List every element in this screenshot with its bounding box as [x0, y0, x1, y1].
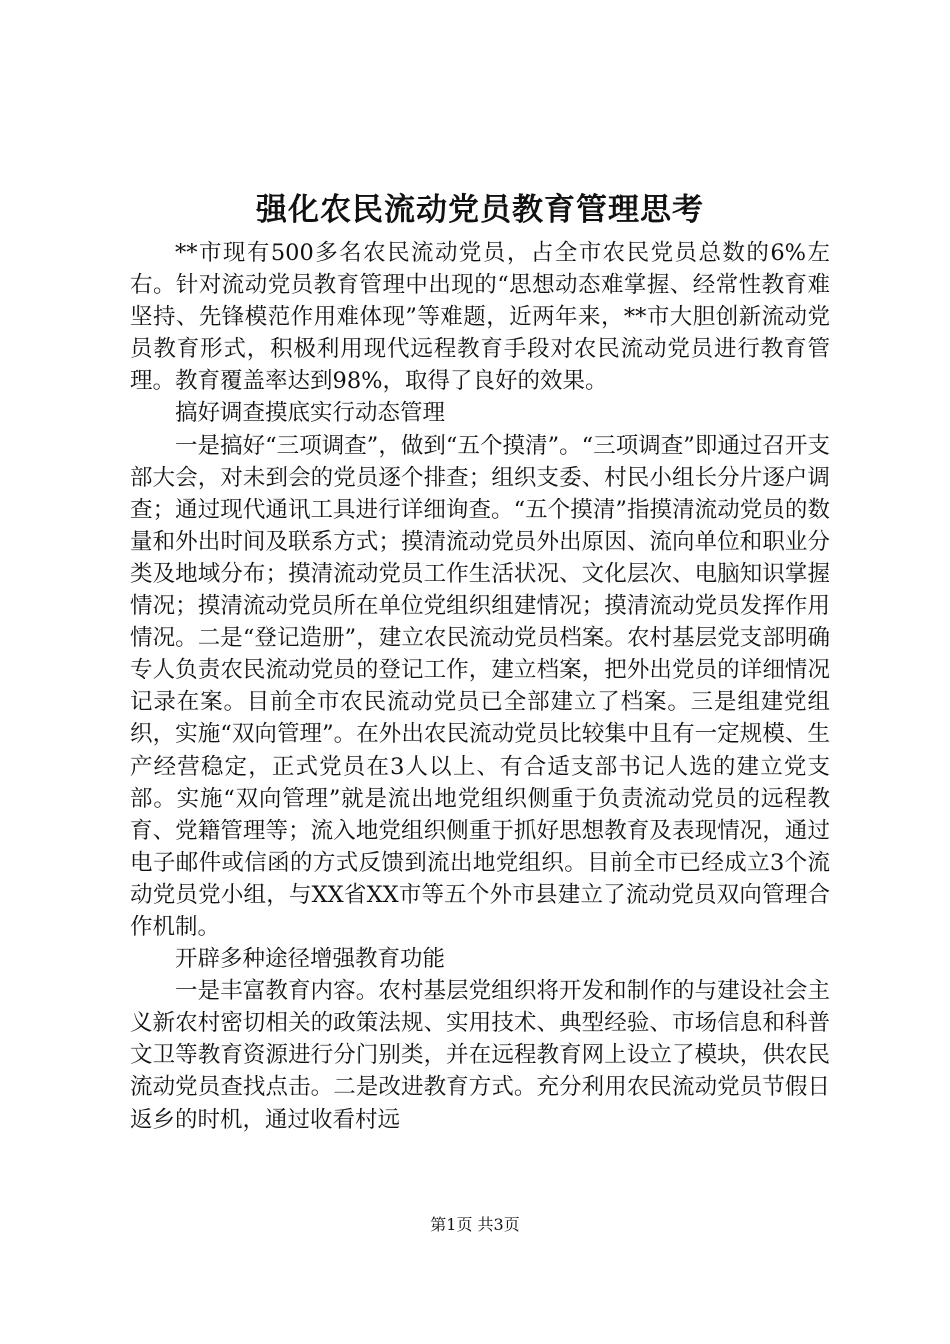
- survey-paragraph: 一是搞好“三项调查”，做到“五个摸清”。“三项调查”即通过召开支部大会，对未到会的党员逐个排查；组织支委、村民小组长分片逐户调查；通过现代通讯工具进行详细询查。“五个摸清”指摸清流动党员的数量和外出时间及联系方式；摸清流动党员外出原因、流向单位和职业分类及地域分布；摸清流动党员工作生活状况、文化层次、电脑知识掌握情况；摸清流动党员所在单位党组织组建情况；摸清流动党员发挥作用情况。二是“登记造册”，建立农民流动党员档案。农村基层党支部明确专人负责农民流动党员的登记工作，建立档案，把外出党员的详细情况记录在案。目前全市农民流动党员已全部建立了档案。三是组建党组织，实施“双向管理”。在外出农民流动党员比较集中且有一定规模、生产经营稳定，正式党员在3人以上、有合适支部书记人选的建立党支部。实施“双向管理”就是流出地党组织侧重于负责流动党员的远程教育、党籍管理等；流入地党组织侧重于抓好思想教育及表现情况，通过电子邮件或信函的方式反馈到流出地党组织。目前全市已经成立3个流动党员党小组，与XX省XX市等五个外市县建立了流动党员双向管理合作机制。: [130, 432, 830, 940]
- intro-paragraph: **市现有500多名农民流动党员，占全市农民党员总数的6%左右。针对流动党员教育管理中出现的“思想动态难掌握、经常性教育难坚持、先锋模范作用难体现”等难题，近两年来，**市大胆创新流动党员教育形式，积极利用现代远程教育手段对农民流动党员进行教育管理。教育覆盖率达到98%，取得了良好的效果。: [130, 240, 830, 395]
- section-heading-education: 开辟多种途径增强教育功能: [175, 946, 446, 973]
- page-footer: 第1页 共3页: [430, 1215, 520, 1234]
- document-body: [130, 185, 830, 1136]
- section-heading-survey: 搞好调查摸底实行动态管理: [175, 400, 446, 427]
- document-title: 强化农民流动党员教育管理思考: [256, 192, 704, 228]
- education-paragraph: 一是丰富教育内容。农村基层党组织将开发和制作的与建设社会主义新农村密切相关的政策法规、实用技术、典型经验、市场信息和科普文卫等教育资源进行分门别类，并在远程教育网上设立了模块，供农民流动党员查找点击。二是改进教育方式。充分利用农民流动党员节假日返乡的时机，通过收看村远: [130, 978, 830, 1133]
